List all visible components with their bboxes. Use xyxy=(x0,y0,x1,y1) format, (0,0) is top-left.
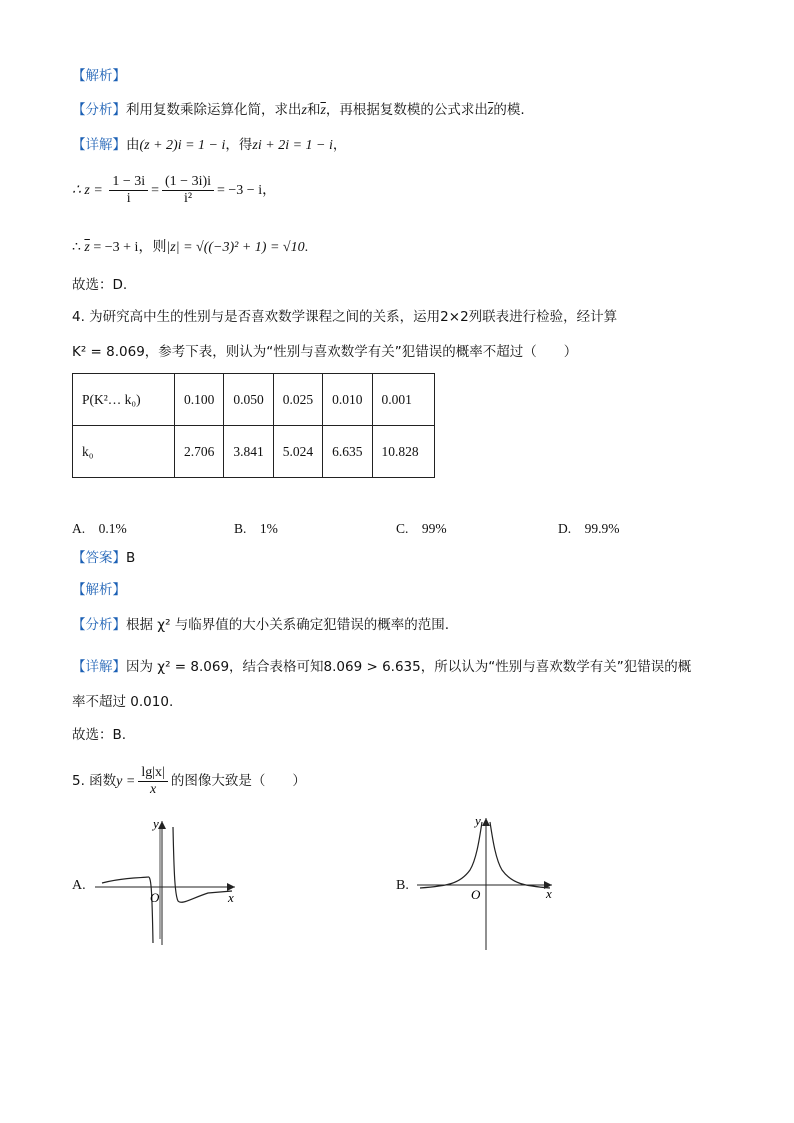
q5-y-eq: y = xyxy=(116,774,136,789)
option-d: D. 99.9% xyxy=(558,521,620,536)
graph-a-origin: O xyxy=(150,890,160,905)
q3-var-z: z xyxy=(301,103,307,118)
graph-b-x-label: x xyxy=(546,886,552,901)
q3-step2-prefix: ∴ z = xyxy=(72,183,103,198)
option-c: C. 99% xyxy=(396,521,447,536)
table-cell: 0.100 xyxy=(175,374,224,426)
xiangjie-tag: 【详解】 xyxy=(72,659,126,675)
q3-fraction-1 xyxy=(109,174,148,207)
q4-analysis-text: 根据 χ² 与临界值的大小关系确定犯错误的概率的范围. xyxy=(126,617,450,633)
jiexi-tag: 【解析】 xyxy=(72,582,126,598)
q3-fraction-1-den: i xyxy=(126,191,131,207)
q3-and: 和 xyxy=(306,102,321,118)
q4-detail-line-2: 率不超过 0.010. xyxy=(72,694,174,710)
q3-fraction-2-den: i² xyxy=(183,191,193,207)
q3-var-zbar-2: $\overline{z}$ xyxy=(487,103,494,118)
table-cell: 6.635 xyxy=(323,426,372,478)
graph-b-left-branch xyxy=(420,822,482,888)
table-row xyxy=(73,374,435,426)
graph-a-label: A. xyxy=(72,878,86,893)
fenxi-tag: 【分析】 xyxy=(72,617,126,633)
graph-b-origin: O xyxy=(471,887,481,902)
q4-detail-text: 因为 χ² = 8.069，结合表格可知8.069 > 6.635，所以认为“性别与喜欢数学有关”犯错误的概 xyxy=(126,659,692,675)
q5-stem xyxy=(72,763,306,800)
q4-answer-line xyxy=(72,548,135,568)
graph-a-y-label: y xyxy=(153,816,159,831)
table-cell: 0.001 xyxy=(372,374,434,426)
table-cell: 3.841 xyxy=(224,426,273,478)
q3-fraction-1-num: 1 − 3i xyxy=(109,174,148,191)
q5-fraction-num: lg|x| xyxy=(138,765,168,782)
q3-step3-end: . xyxy=(304,240,309,255)
option-a: A. 0.1% xyxy=(72,521,127,536)
q3-analysis-rest: ，再根据复数模的公式求出 xyxy=(325,102,488,118)
q5-fraction-den: x xyxy=(149,781,157,797)
q4-detail-line-1 xyxy=(72,657,691,677)
q5-fraction xyxy=(138,765,168,798)
graph-a-right-branch xyxy=(173,827,232,902)
table-row xyxy=(73,426,435,478)
q3-analysis-end: 的模. xyxy=(493,102,525,118)
q3-step3-zbar: $\overline{z}$ xyxy=(84,240,90,255)
arrow-icon xyxy=(158,821,166,829)
q4-jiexi-heading xyxy=(72,580,126,600)
q3-step2-eq: = xyxy=(151,183,160,198)
q3-step-3 xyxy=(72,238,308,258)
graph-b xyxy=(412,812,562,952)
jiexi-tag: 【解析】 xyxy=(72,68,126,84)
fenxi-tag: 【分析】 xyxy=(72,102,126,118)
q3-equation-1: (z + 2)i = 1 − i xyxy=(139,138,226,153)
q4-analysis-line xyxy=(72,615,449,635)
q3-step-2 xyxy=(72,174,276,208)
q3-detail-from: 由 xyxy=(126,137,140,153)
q4-stem-line-1: 4. 为研究高中生的性别与是否喜欢数学课程之间的关系，运用2×2列联表进行检验，经计算 xyxy=(72,309,618,325)
arrow-icon xyxy=(482,818,490,826)
xiangjie-tag: 【详解】 xyxy=(72,137,126,153)
graph-b-y-label: y xyxy=(475,813,481,828)
q4-choice: 故选：B. xyxy=(72,727,127,743)
table-cell: 2.706 xyxy=(175,426,224,478)
q3-fraction-2-num: (1 − 3i)i xyxy=(162,174,214,191)
table-cell: 5.024 xyxy=(273,426,322,478)
q3-detail-get: ，得 xyxy=(225,137,253,153)
q3-detail-comma: ， xyxy=(332,137,347,153)
graph-b-right-branch xyxy=(490,822,550,888)
q3-analysis-text: 利用复数乘除运算化简，求出 xyxy=(126,102,302,118)
q4-answer: B xyxy=(126,550,136,566)
table-cell: 0.025 xyxy=(273,374,322,426)
q4-stem-line-2: K² = 8.069，参考下表，则认为“性别与喜欢数学有关”犯错误的概率不超过（ ） xyxy=(72,344,578,360)
q3-analysis-line xyxy=(72,100,525,121)
q5-stem-suffix: 的图像大致是（ ） xyxy=(170,773,306,789)
q5-stem-prefix: 5. 函数 xyxy=(72,773,117,789)
table-cell: 10.828 xyxy=(372,426,434,478)
q3-jiexi-heading xyxy=(72,66,126,86)
q3-equation-2: zi + 2i = 1 − i xyxy=(252,138,333,153)
table-header-k0: k₀ xyxy=(73,426,175,478)
table-cell: 0.010 xyxy=(323,374,372,426)
q3-detail-line xyxy=(72,135,346,156)
q3-var-zbar: $\overline{z}$ xyxy=(320,103,326,118)
graph-a-x-label: x xyxy=(228,890,234,905)
table-cell: 0.050 xyxy=(224,374,273,426)
table-header-p: P(K²… k₀) xyxy=(73,374,175,426)
graph-b-label: B. xyxy=(396,878,409,893)
q3-modulus: |z| = √((−3)² + 1) = √10 xyxy=(166,240,305,255)
daan-tag: 【答案】 xyxy=(72,550,126,566)
graph-a xyxy=(90,815,250,950)
q3-fraction-2 xyxy=(162,174,214,207)
option-b: B. 1% xyxy=(234,521,278,536)
q3-choice: 故选：D. xyxy=(72,277,128,293)
critical-value-table xyxy=(72,373,435,478)
q3-step3-eq: = −3 + i，则 xyxy=(93,240,167,255)
q3-step3-prefix: ∴ xyxy=(72,240,81,255)
q3-step2-result: = −3 − i， xyxy=(217,183,277,198)
